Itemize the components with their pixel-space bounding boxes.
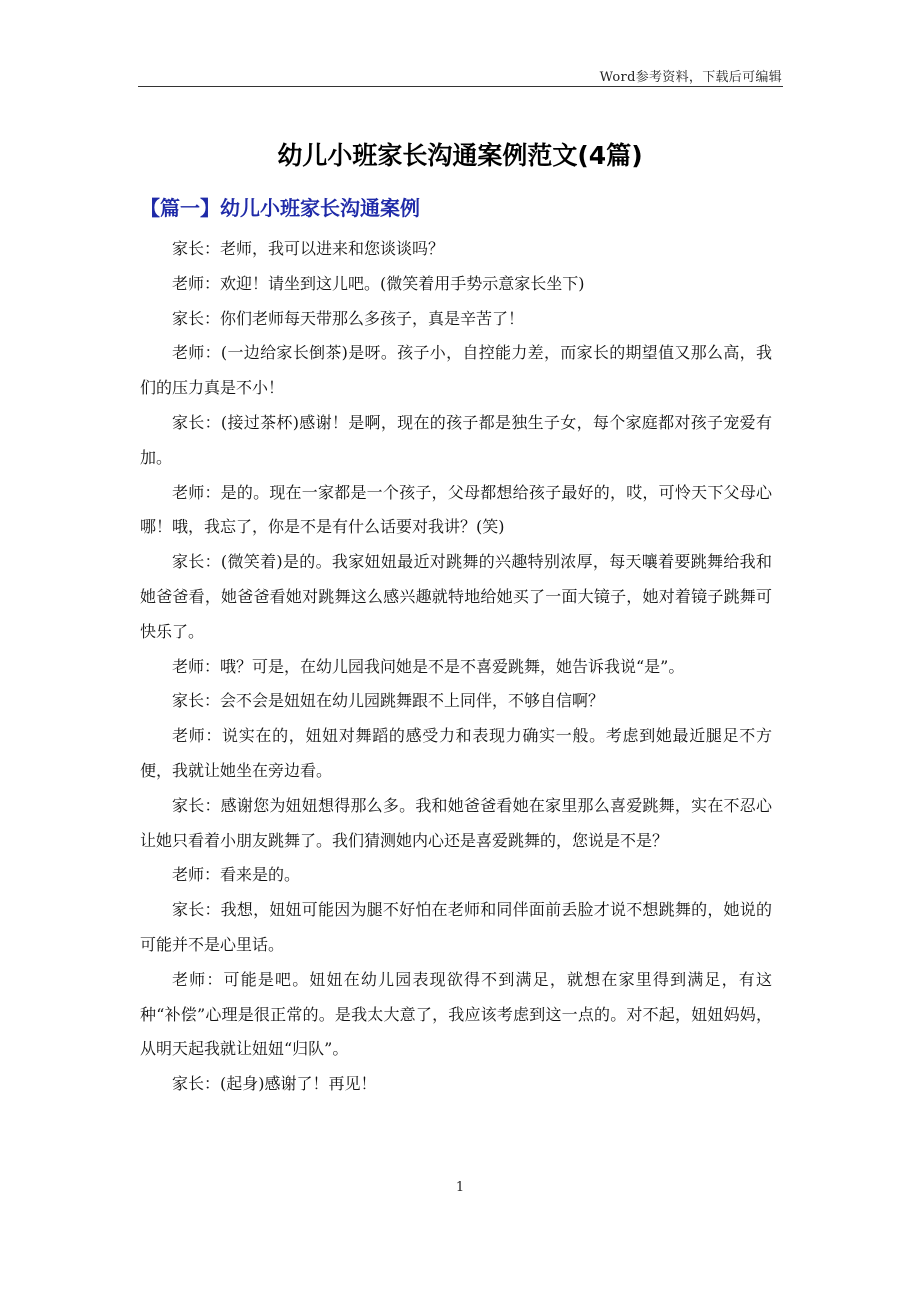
header-note: Word参考资料，下载后可编辑 [599,70,782,85]
section-heading: 【篇一】幼儿小班家长沟通案例 [140,196,420,220]
document-title: 幼儿小班家长沟通案例范文(4篇) [277,141,643,170]
dialogue-paragraph: 家长：感谢您为妞妞想得那么多。我和她爸爸看她在家里那么喜爱跳舞，实在不忍心让她只看着小朋友跳舞了。我们猜测她内心还是喜爱跳舞的，您说是不是？ [140,795,772,850]
dialogue-paragraph: 老师：看来是的。 [172,865,301,885]
page-number: 1 [455,1180,465,1195]
dialogue-paragraph: 家长：我想，妞妞可能因为腿不好怕在老师和同伴面前丢脸才说不想跳舞的，她说的可能并不是心里话。 [140,900,772,954]
dialogue-paragraph: 家长：(微笑着)是的。我家妞妞最近对跳舞的兴趣特别浓厚，每天嚷着要跳舞给我和她爸爸看，她爸爸看她对跳舞这么感兴趣就特地给她买了一面大镜子，她对着镜子跳舞可快乐了。 [140,552,772,641]
dialogue-paragraph: 老师：欢迎！请坐到这儿吧。(微笑着用手势示意家长坐下) [172,273,585,293]
dialogue-paragraph: 老师：可能是吧。妞妞在幼儿园表现欲得不到满足，就想在家里得到满足，有这种“补偿”心理是很正常的。是我太大意了，我应该考虑到这一点的。对不起，妞妞妈妈，从明天起我就让妞妞“归队”。 [140,969,772,1059]
dialogue-paragraph: 老师：(一边给家长倒茶)是呀。孩子小，自控能力差，而家长的期望值又那么高，我们的压力真是不小！ [140,343,772,398]
dialogue-paragraph: 家长：老师，我可以进来和您谈谈吗？ [172,239,445,258]
dialogue-paragraph: 家长：(起身)感谢了！再见！ [172,1074,377,1094]
dialogue-paragraph: 家长：(接过茶杯)感谢！是啊，现在的孩子都是独生子女，每个家庭都对孩子宠爱有加。 [140,412,772,467]
header-divider [138,86,783,87]
dialogue-paragraph: 家长：会不会是妞妞在幼儿园跳舞跟不上同伴，不够自信啊？ [172,691,605,711]
dialogue-paragraph: 老师：哦？可是，在幼儿园我问她是不是不喜爱跳舞，她告诉我说“是”。 [172,656,685,676]
dialogue-paragraph: 家长：你们老师每天带那么多孩子，真是辛苦了！ [172,308,525,328]
dialogue-paragraph: 老师：是的。现在一家都是一个孩子，父母都想给孩子最好的，哎，可怜天下父母心哪！哦，我忘了，你是不是有什么话要对我讲？(笑) [140,482,772,537]
dialogue-body [140,232,772,1102]
dialogue-paragraph: 老师：说实在的，妞妞对舞蹈的感受力和表现力确实一般。考虑到她最近腿足不方便，我就让她坐在旁边看。 [140,726,772,780]
